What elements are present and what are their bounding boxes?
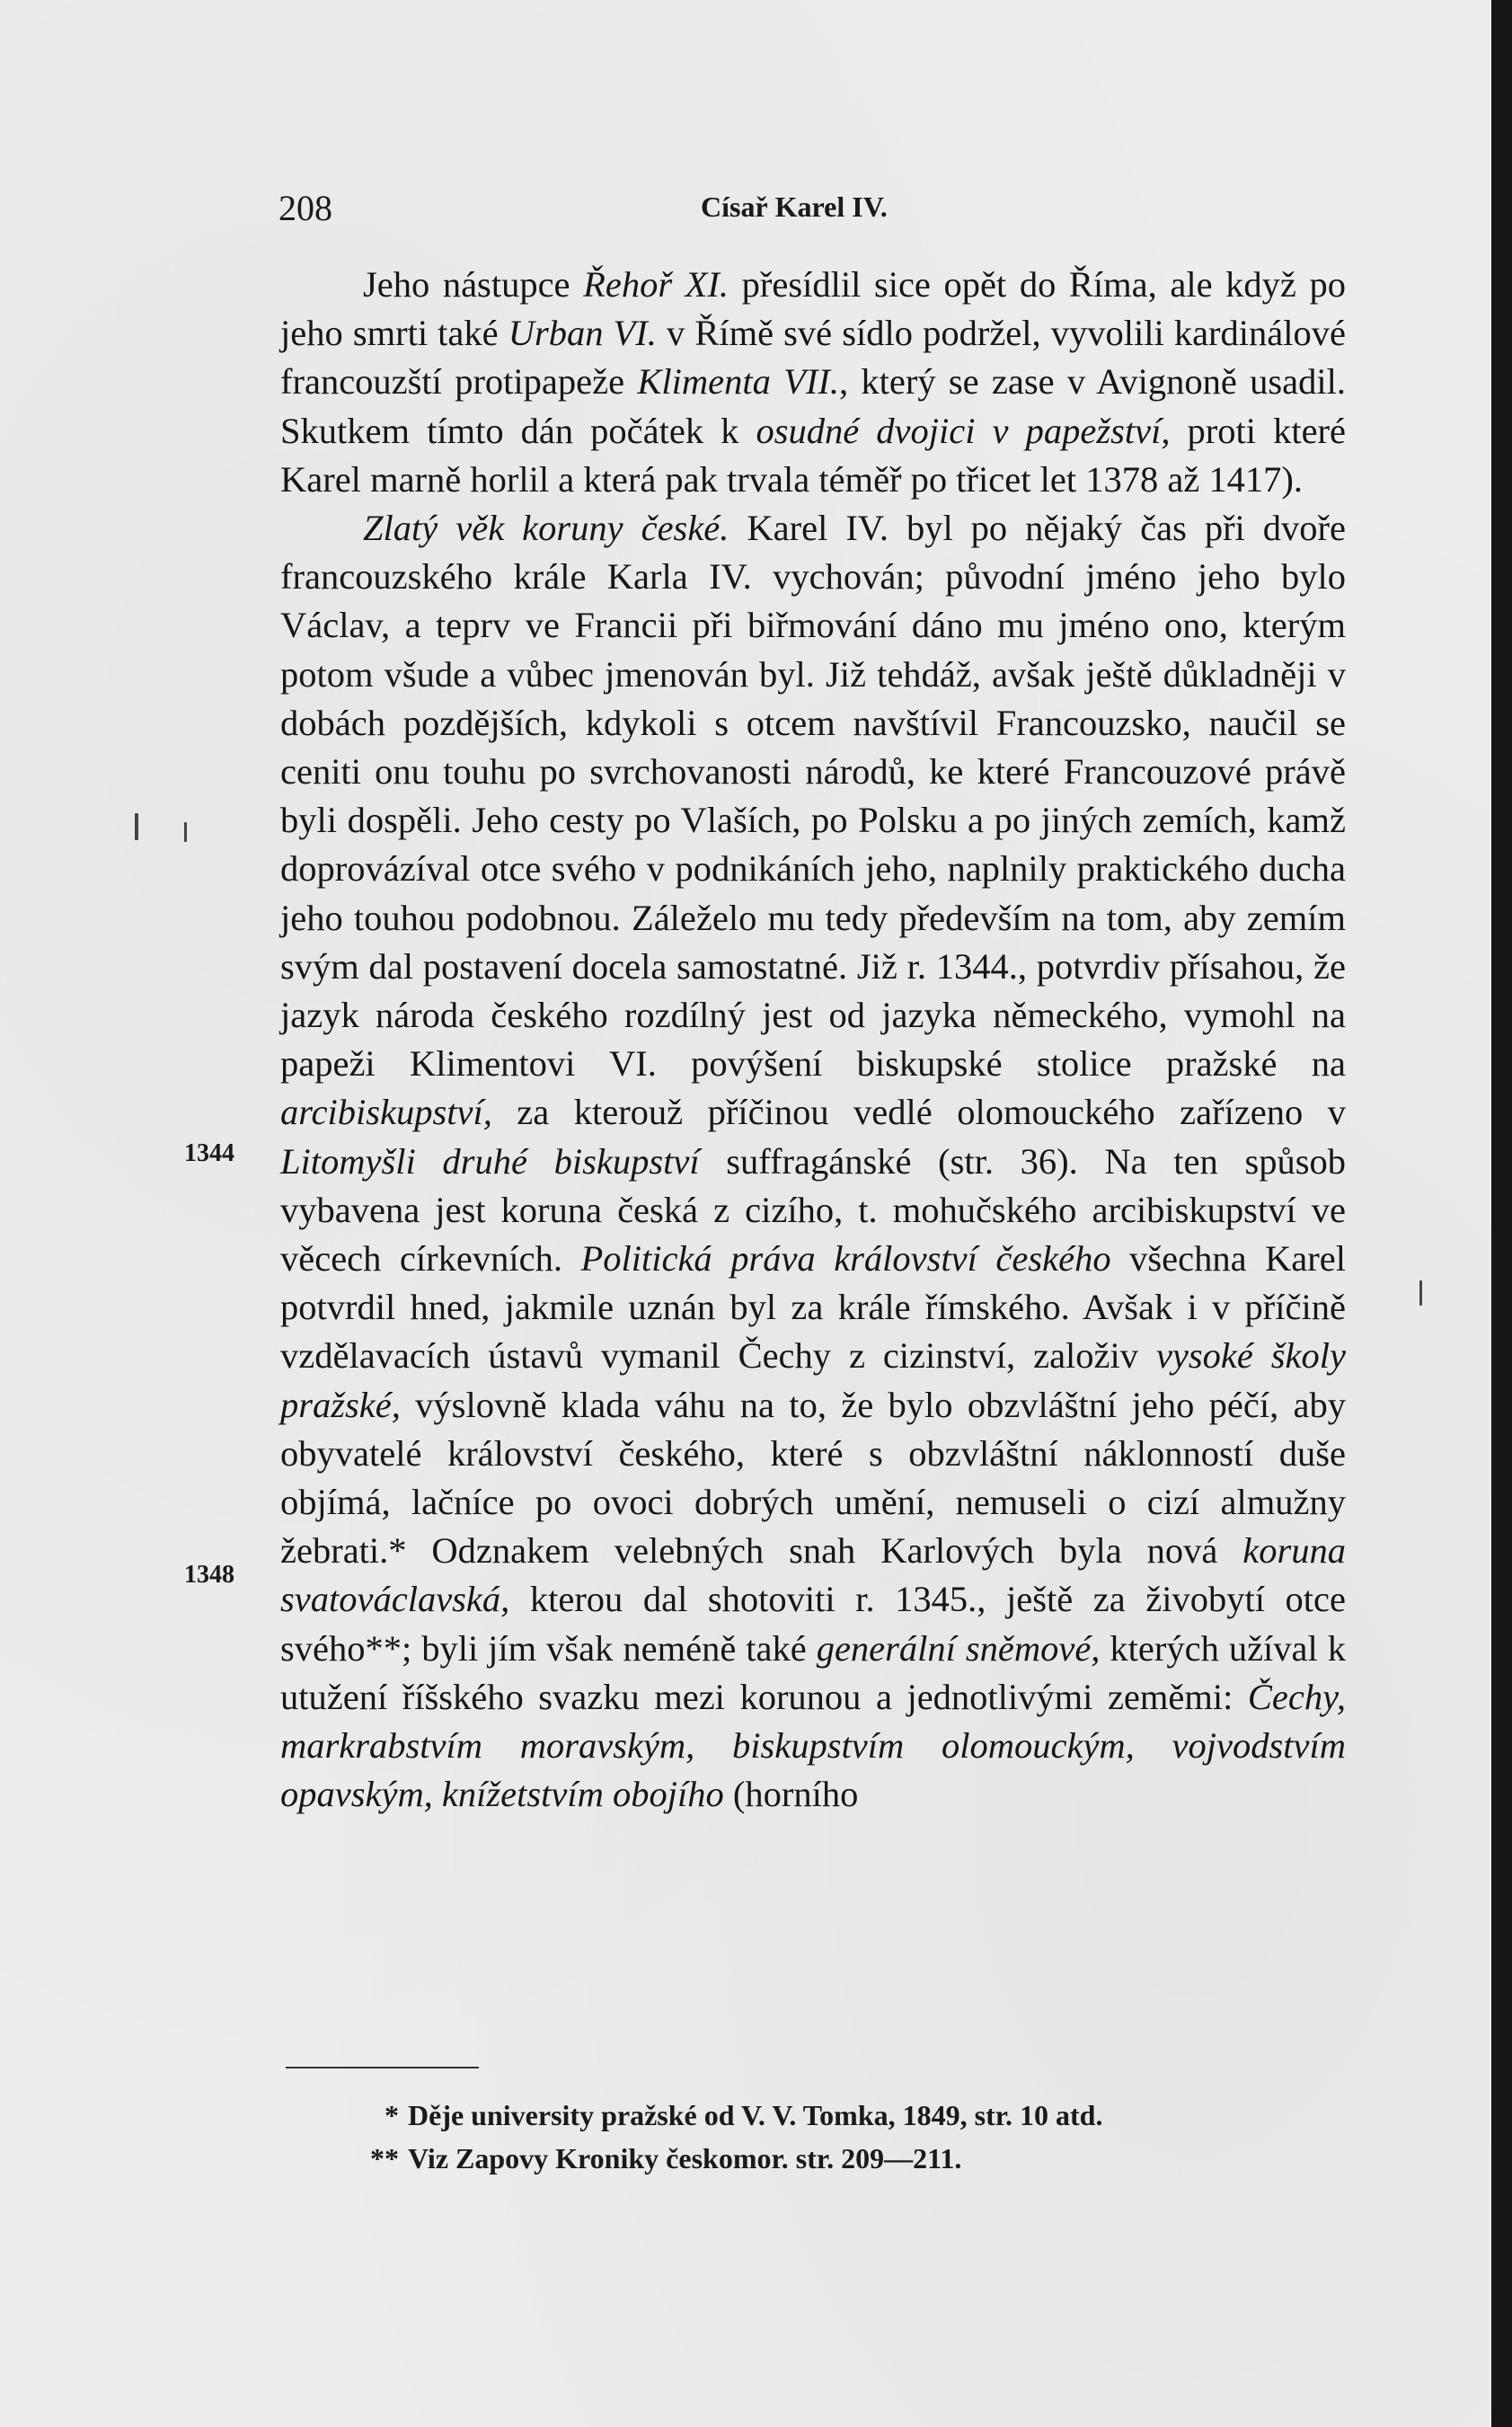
italic-phrase: Klimenta VII. xyxy=(637,361,839,403)
italic-phrase: Řehoř XI. xyxy=(583,264,729,305)
paragraph-1 xyxy=(280,261,1346,504)
text-run: kterých užíval k utužení říšského svazku mezi korunou a jednotlivými zeměmi: xyxy=(280,1627,1346,1717)
page-header xyxy=(279,187,1348,237)
text-run: Jeho nástupce xyxy=(363,264,584,305)
italic-phrase: koruna svatováclavská, xyxy=(280,1530,1346,1620)
text-run: všechna Karel potvrdil hned, jakmile uznán byl za krále římského. Avšak i v příčině vzdělavacích ústavů vymanil Čechy z cizinství, založiv xyxy=(280,1238,1346,1377)
footnote-text: Viz Zapovy Kroniky českomor. str. 209—211. xyxy=(408,2142,962,2175)
paragraph-2 xyxy=(280,504,1346,1819)
scan-speck xyxy=(184,822,187,842)
text-run: kterou dal shotoviti r. 1345., ještě za živobytí otce svého**; byli jím však neméně také xyxy=(280,1579,1346,1669)
footnote-rule xyxy=(286,2067,479,2068)
text-run: , který se zase v Avignoně usadil. Skutkem tímto dán počátek k xyxy=(280,361,1346,451)
body-text xyxy=(280,261,1346,1820)
page-number: 208 xyxy=(279,188,332,228)
text-run: přesídlil sice opět do Říma, ale když po jeho smrti také xyxy=(280,264,1346,354)
italic-phrase: osudné dvojici v papežství, xyxy=(756,410,1171,451)
footnote-2 xyxy=(367,2137,1355,2180)
margin-year-1344: 1344 xyxy=(184,1139,234,1167)
scan-dark-edge xyxy=(1491,0,1512,2427)
footnotes xyxy=(367,2094,1355,2180)
footnote-mark: * xyxy=(385,2099,399,2131)
footnote-mark: ** xyxy=(370,2142,399,2175)
scan-speck xyxy=(1419,1280,1422,1306)
text-run: Karel IV. byl po nějaký čas při dvoře francouzského krále Karla IV. vychován; původní jméno jeho bylo Václav, a teprv ve Francii při biřmování dáno mu jméno ono, kterým potom všude a vůbec jmenován byl. Již tehdáž, avšak ještě důkladněji v dobách pozdějších, kdykoli s otcem navštívil Francouzsko, naučil se ceniti onu touhu po svrchovanosti národů, ke které Francouzové právě byli dospěli. Jeho cesty po Vlaších, po Polsku a po jiných zemích, kamž doprovázíval otce svého v podnikáních jeho, naplnily praktického ducha jeho touhou podobnou. Záleželo mu tedy především na tom, aby zemím svým dal postavení docela samostatné. Již r. 1344., potvrdiv přísahou, že jazyk národa českého rozdílný jest od jazyka německého, vymohl na papeži Klimentovi VI. povýšení biskupské stolice pražské na xyxy=(280,508,1347,1085)
text-run: proti které Karel marně horlil a která pak trvala téměř po třicet let 1378 až 1417). xyxy=(280,410,1347,500)
text-run: (horního xyxy=(723,1774,859,1815)
italic-phrase: vysoké školy pražské, xyxy=(280,1335,1346,1425)
italic-phrase: Politická práva království českého xyxy=(580,1238,1111,1280)
italic-phrase: Čechy, markrabstvím moravským, biskupstvím olomouckým, vojvodstvím opavským, knížetstvím obojího xyxy=(280,1676,1346,1815)
italic-phrase: Litomyšli druhé biskupství xyxy=(280,1140,700,1182)
text-run: výslovně klada váhu na to, že bylo obzvláštní jeho péčí, aby obyvatelé království českého, které s obzvláštní náklonností duše objímá, lačníce po ovoci dobrých umění, nemuseli o cizí almužny žebrati.* Odznakem velebných snah Karlových byla nová xyxy=(280,1384,1346,1572)
italic-phrase: Zlatý věk koruny české. xyxy=(363,508,729,549)
scan-speck xyxy=(135,813,138,840)
margin-year-1348: 1348 xyxy=(184,1561,234,1589)
text-run: suffragánské (str. 36). Na ten spůsob vybavena jest koruna česká z cizího, t. mohučského arcibiskupství ve věcech církevních. xyxy=(280,1140,1346,1280)
italic-phrase: generální sněmové, xyxy=(816,1627,1101,1669)
text-run: v Římě své sídlo podržel, vyvolili kardinálové francouzští protipapeže xyxy=(280,313,1346,403)
footnote-text: Děje university pražské od V. V. Tomka, 1849, str. 10 atd. xyxy=(408,2099,1103,2131)
italic-phrase: Urban VI. xyxy=(508,313,657,354)
italic-phrase: arcibiskupství, xyxy=(280,1092,492,1133)
footnote-1 xyxy=(367,2094,1355,2137)
running-head: Císař Karel IV. xyxy=(701,190,888,223)
text-run: za kterouž příčinou vedlé olomouckého zařízeno v xyxy=(491,1092,1346,1133)
